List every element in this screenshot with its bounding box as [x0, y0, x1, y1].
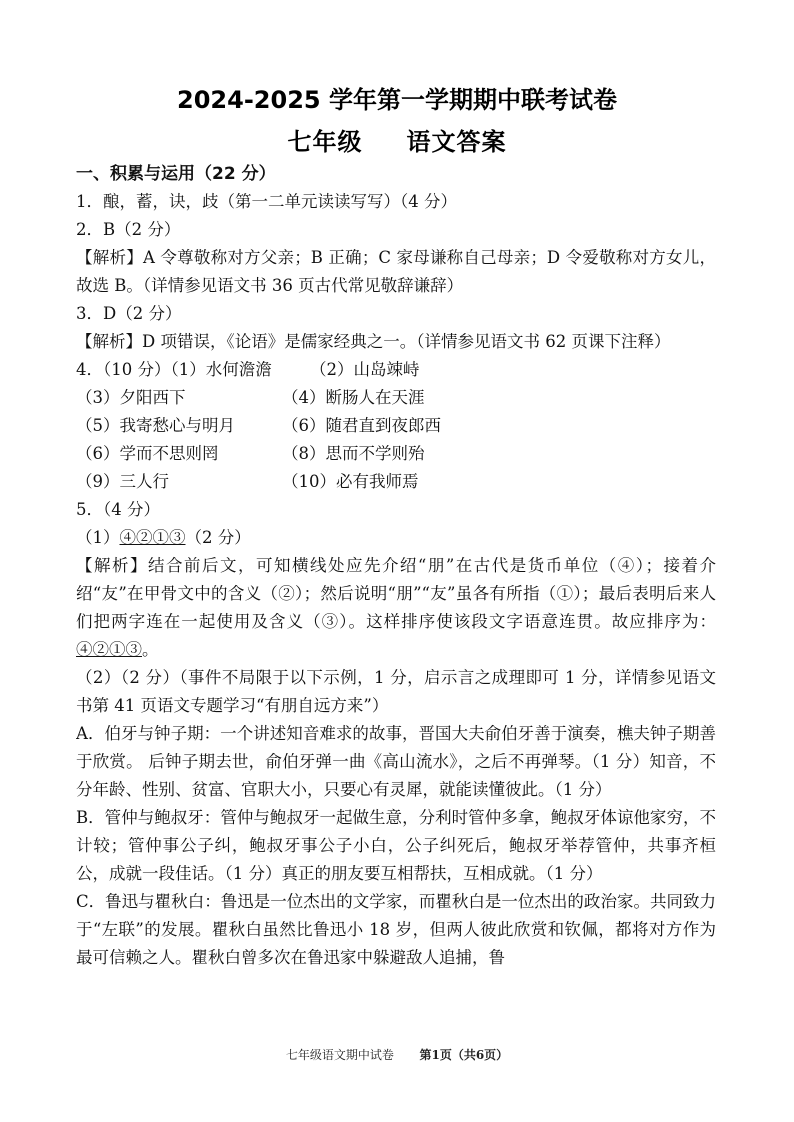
answer-q4-cell: （5）我寄愁心与明月 [76, 416, 235, 435]
analysis-q5-text: 【解析】结合前后文，可知横线处应先介绍“朋”在古代是货币单位（④）；接着介绍“友”在甲骨文中的含义（②）；然后说明“朋”“友”虽各有所指（①）；最后表明后来人们把两字连在一起使用及含义（③）。这样排序使该段文字语意连贯。故应排序为： [76, 556, 716, 631]
answer-q4-cell: （10）必有我师焉 [282, 472, 419, 491]
analysis-q5 [76, 552, 716, 664]
answer-q5-2: （2）（2 分）（事件不局限于以下示例，1 分，启示言之成理即可 1 分，详情参见语文书第 41 页语文专题学习“有朋自远方来”） [76, 668, 716, 715]
answer-q4-cell: （9）三人行 [76, 472, 169, 491]
answer-q1: 1．酿，蓄，诀，歧（第一二单元读读写写）（4 分） [76, 192, 457, 211]
analysis-q5-order: ④②①③ [76, 640, 142, 659]
answer-q4-row [76, 412, 716, 440]
answer-option-c: C．鲁迅与瞿秋白：鲁迅是一位杰出的文学家，而瞿秋白是一位杰出的政治家。共同致力于“左联”的发展。瞿秋白虽然比鲁迅小 18 岁，但两人彼此欣赏和钦佩，都将对方作为最可信赖之人。瞿秋白曾多次在鲁迅家中躲避敌人追捕，鲁 [76, 892, 716, 967]
answer-q4-row [76, 440, 716, 468]
answer-q4-1: 4．（10 分）（1）水何澹澹 [76, 360, 272, 379]
answer-q3: 3．D（2 分） [76, 304, 182, 323]
answer-q5-1-prefix: （1） [76, 528, 120, 547]
answer-q4-2: （2）山岛竦峙 [310, 360, 420, 379]
answer-q5-1 [76, 524, 716, 552]
answer-q4-row [76, 356, 716, 384]
answer-q4-cell: （8）思而不学则殆 [282, 444, 425, 463]
answer-q4-cell: （3）夕阳西下 [76, 388, 186, 407]
answer-option-b: B．管仲与鲍叔牙：管仲与鲍叔牙一起做生意，分利时管仲多拿，鲍叔牙体谅他家穷，不计较；管仲事公子纠，鲍叔牙事公子小白，公子纠死后，鲍叔牙举荐管仲，共事齐桓公，成就一段佳话。（1 分）真正的朋友要互相帮扶，互相成就。（1 分） [76, 808, 716, 883]
answer-q5-1-score: （2 分） [185, 528, 251, 547]
footer-page-number: 第1页（共6页） [419, 1048, 509, 1062]
page-footer [0, 1046, 794, 1063]
answer-q4-cell: （6）随君直到夜郎西 [282, 416, 441, 435]
answer-q5-1-order: ④②①③ [119, 528, 186, 547]
answer-q4-cell: （6）学而不思则罔 [76, 444, 219, 463]
answer-q4-row [76, 384, 716, 412]
section-heading: 一、积累与运用（22 分） [76, 164, 276, 184]
answer-q2: 2．B（2 分） [76, 220, 181, 239]
answer-q5: 5．（4 分） [76, 500, 160, 519]
exam-subtitle [0, 122, 794, 157]
answer-content [76, 160, 716, 972]
analysis-q2: 【解析】A 令尊敬称对方父亲；B 正确；C 家母谦称自己母亲；D 令爱敬称对方女儿，故选 B。（详情参见语文书 36 页古代常见敬辞谦辞） [76, 248, 716, 295]
analysis-q5-end: 。 [142, 640, 159, 659]
answer-option-a: A．伯牙与钟子期：一个讲述知音难求的故事，晋国大夫俞伯牙善于演奏，樵夫钟子期善于欣赏。 后钟子期去世，俞伯牙弹一曲《高山流水》，之后不再弹琴。（1 分）知音，不分年龄、性别、贫富、官职大小，只要心有灵犀，就能读懂彼此。（1 分） [76, 724, 716, 799]
answer-q4-row [76, 468, 716, 496]
exam-title: 2024-2025 学年第一学期期中联考试卷 [177, 86, 617, 114]
grade-label: 七年级 [287, 128, 363, 156]
footer-exam-name: 七年级语文期中试卷 [285, 1048, 394, 1062]
subject-label: 语文答案 [406, 128, 507, 156]
answer-q4-cell: （4）断肠人在天涯 [282, 388, 425, 407]
analysis-q3: 【解析】D 项错误，《论语》是儒家经典之一。（详情参见语文书 62 页课下注释） [76, 332, 671, 351]
